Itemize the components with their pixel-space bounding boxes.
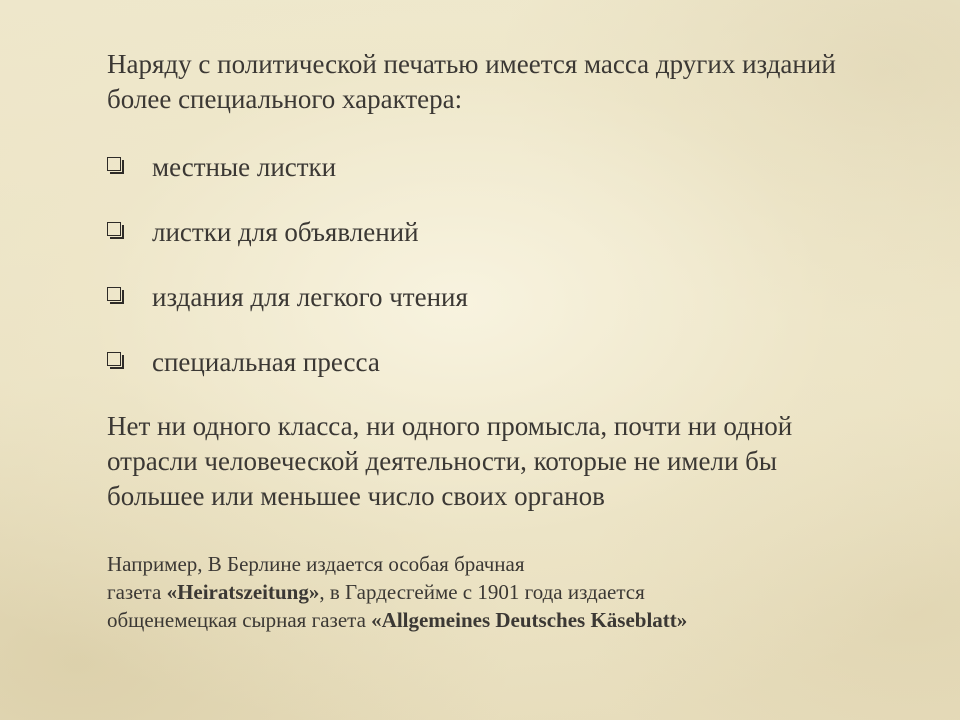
list-item-label: местные листки bbox=[152, 152, 337, 182]
note-line-2-suffix: , в Гардесгейме с 1901 года издается bbox=[319, 580, 645, 604]
list-item-label: издания для легкого чтения bbox=[152, 282, 468, 312]
list-item bbox=[107, 280, 468, 314]
list-item bbox=[107, 150, 468, 184]
note-line-3-prefix: общенемецкая сырная газета bbox=[107, 608, 372, 632]
list-item bbox=[107, 345, 468, 379]
outro-paragraph: Нет ни одного класса, ни одного промысла, почти ни одной отрасли человеческой деятельности, которые не имели бы большее или меньшее число своих органов bbox=[107, 411, 793, 511]
example-note bbox=[107, 550, 867, 634]
checkbox-square-icon bbox=[107, 352, 121, 366]
list-item-label: специальная пресса bbox=[152, 347, 380, 377]
list-item bbox=[107, 215, 468, 249]
checkbox-square-icon bbox=[107, 157, 121, 171]
newspaper-name-2: «Allgemeines Deutsches Käseblatt» bbox=[371, 608, 688, 632]
checkbox-square-icon bbox=[107, 287, 121, 301]
newspaper-name-1: «Heiratszeitung» bbox=[166, 580, 320, 604]
list-item-label: листки для объявлений bbox=[152, 217, 419, 247]
note-line-1: Например, В Берлине издается особая брачная bbox=[107, 552, 525, 576]
bullet-list bbox=[107, 150, 468, 410]
checkbox-square-icon bbox=[107, 222, 121, 236]
note-line-2-prefix: газета bbox=[107, 580, 167, 604]
intro-paragraph: Наряду с политической печатью имеется масса других изданий более специального характера: bbox=[107, 49, 836, 114]
